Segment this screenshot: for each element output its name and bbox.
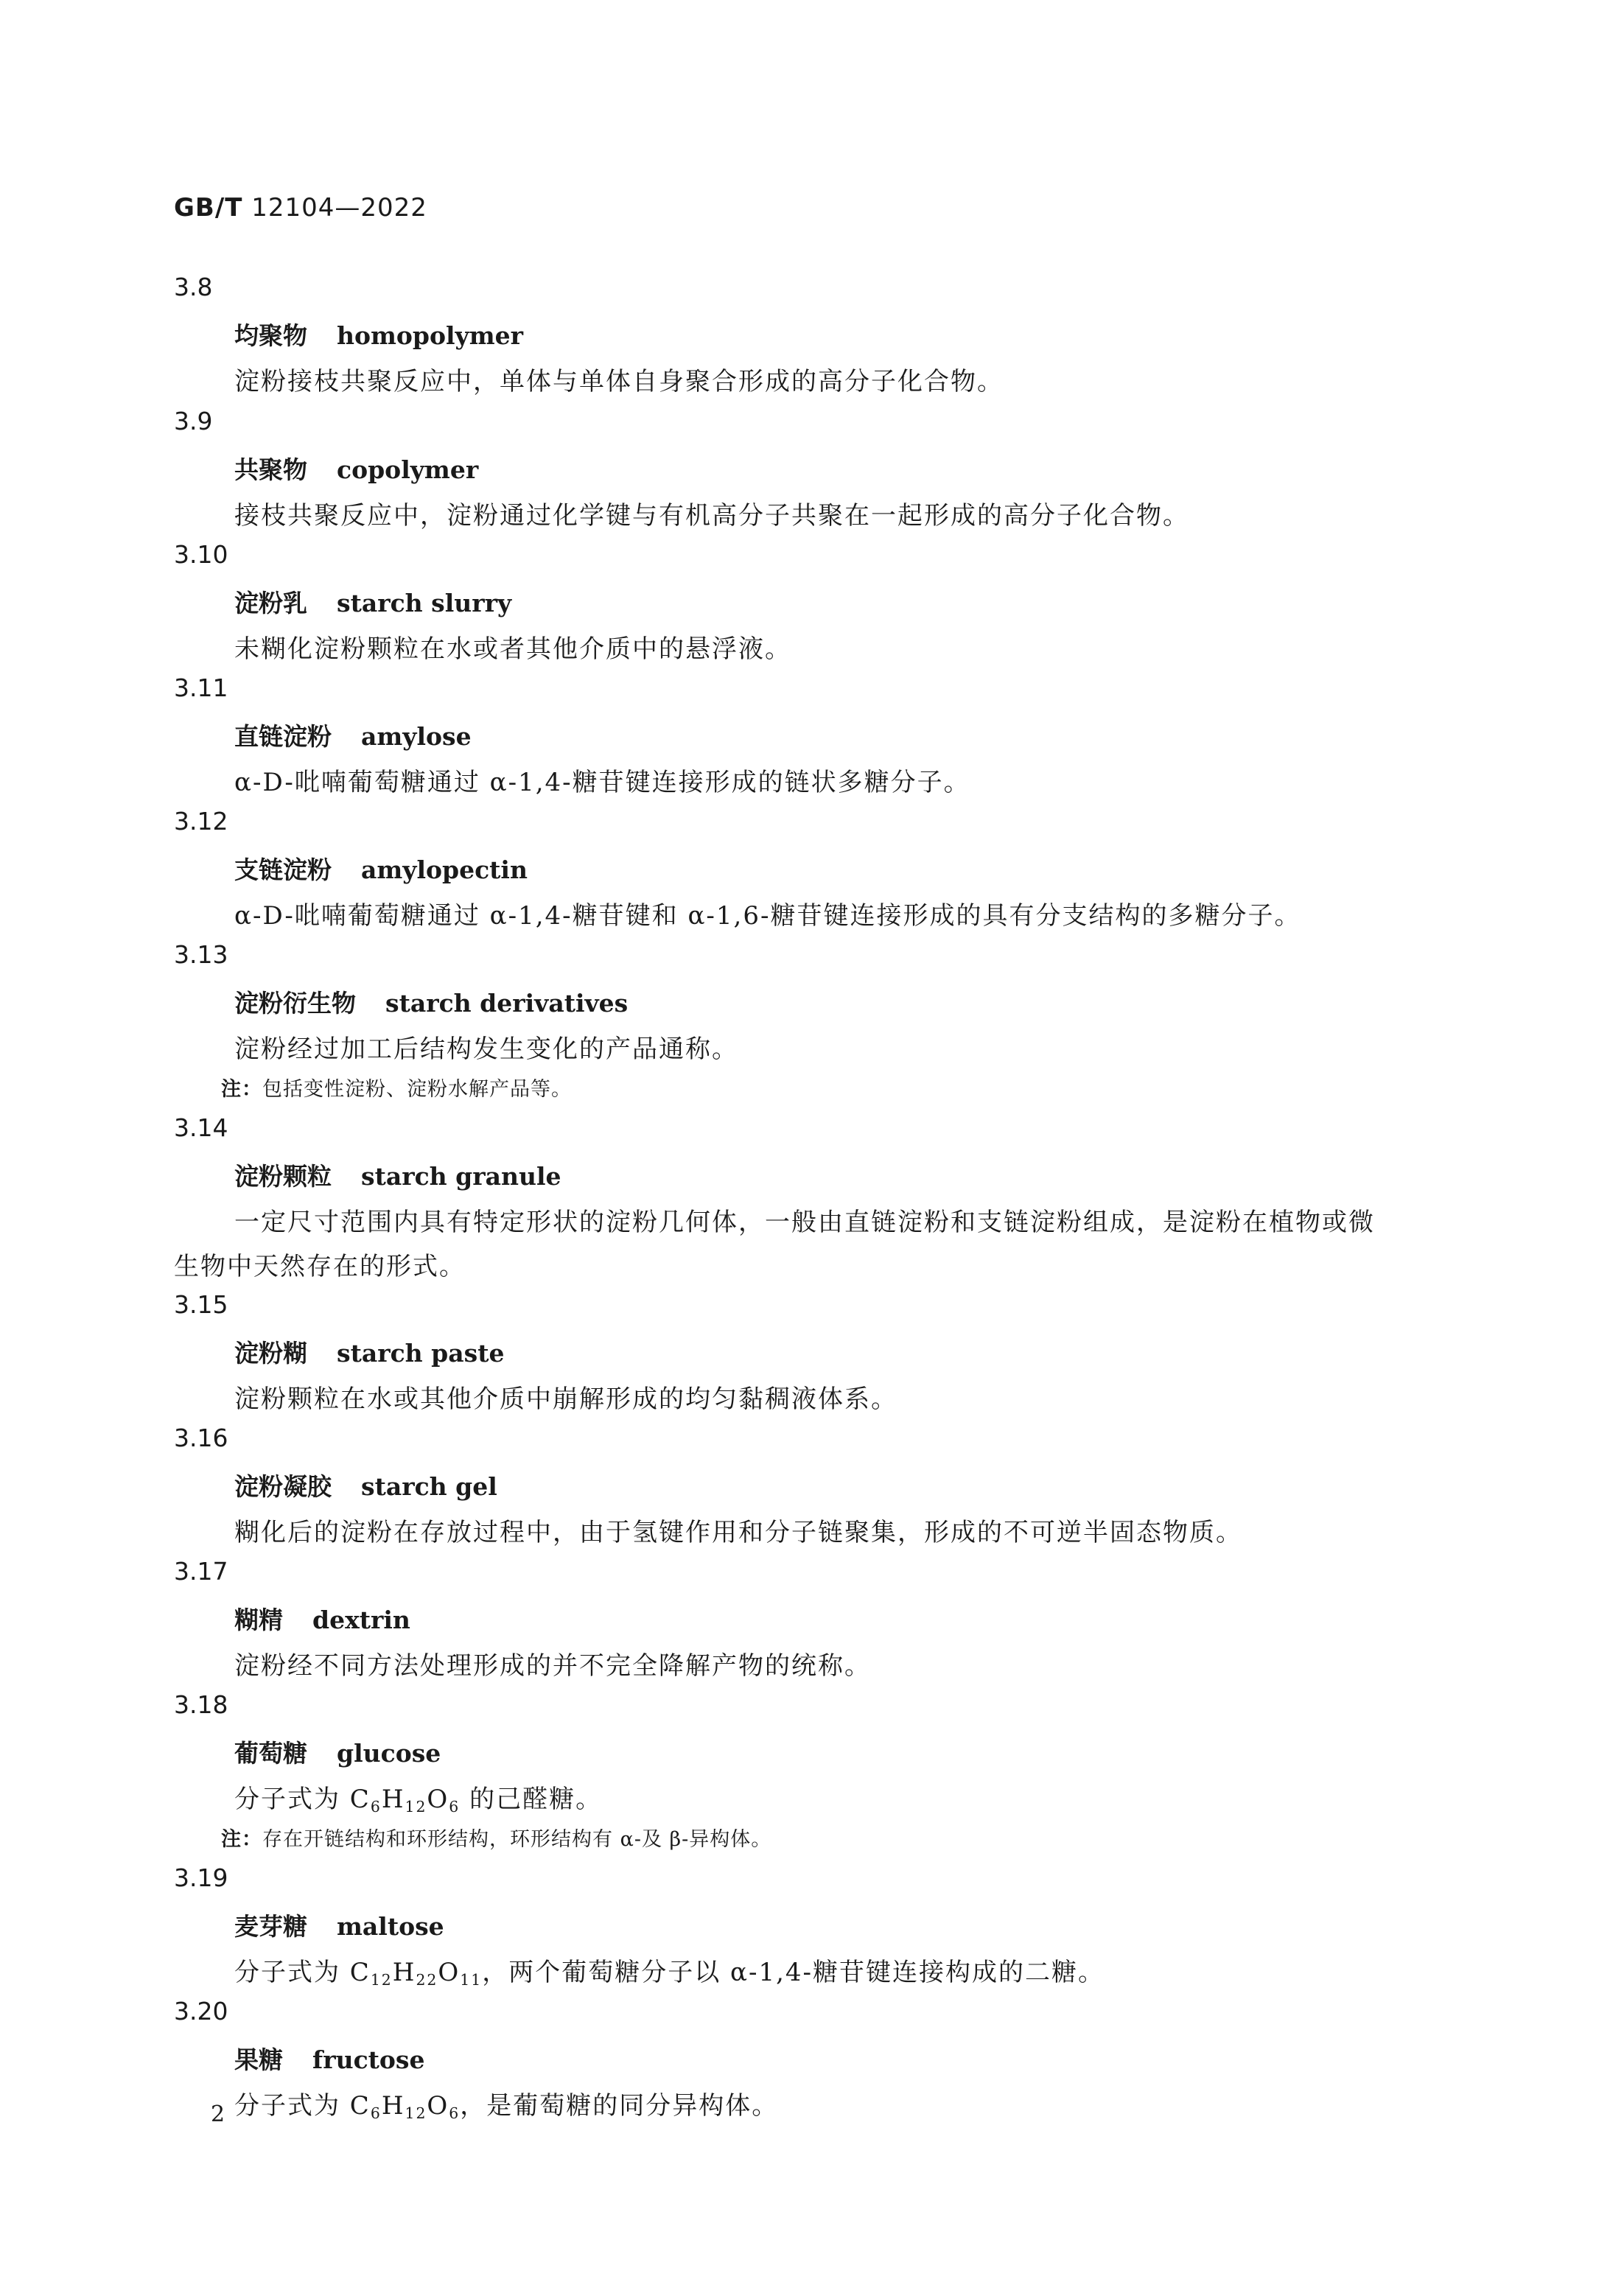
entry-definition: α-D-吡喃葡萄糖通过 α-1,4-糖苷键和 α-1,6-糖苷键连接形成的具有分支结构的多糖分子。: [234, 901, 1301, 931]
formula-prefix: 分子式为 C: [234, 1785, 371, 1814]
formula-element: O: [427, 1785, 449, 1814]
entry-number: 3.10: [174, 540, 228, 569]
formula-subscript: 6: [370, 2104, 382, 2122]
formula-subscript: 12: [405, 1798, 427, 1816]
term-en: starch paste: [337, 1339, 505, 1368]
entry-number: 3.15: [174, 1290, 228, 1319]
term-en: glucose: [337, 1739, 441, 1768]
formula-prefix: 分子式为 C: [234, 1958, 371, 1987]
entry-number: 3.12: [174, 807, 228, 836]
term-zh: 葡萄糖: [234, 1739, 307, 1768]
page-number: 2: [211, 2101, 225, 2127]
entry-definition: [234, 2085, 778, 2122]
entry-definition: [234, 1779, 602, 1816]
formula-subscript: 6: [449, 2104, 461, 2122]
term-en: amylopectin: [361, 855, 528, 884]
entry-definition: [234, 1952, 1105, 1989]
term-zh: 直链淀粉: [234, 722, 332, 751]
entry-term: [234, 2041, 425, 2076]
entry-term: [234, 984, 628, 1019]
entry-term: [234, 851, 528, 886]
term-en: fructose: [312, 2045, 425, 2074]
term-zh: 淀粉凝胶: [234, 1472, 332, 1501]
term-en: homopolymer: [337, 321, 524, 350]
entry-definition: 淀粉接枝共聚反应中，单体与单体自身聚合形成的高分子化合物。: [234, 367, 1004, 396]
formula-subscript: 11: [460, 1971, 483, 1989]
formula-element: H: [381, 2091, 405, 2121]
term-en: starch granule: [361, 1162, 561, 1191]
term-zh: 淀粉颗粒: [234, 1162, 332, 1191]
term-zh: 支链淀粉: [234, 855, 332, 884]
entry-number: 3.11: [174, 673, 228, 702]
formula-subscript: 22: [416, 1971, 438, 1989]
term-zh: 果糖: [234, 2045, 283, 2074]
formula-suffix: ，两个葡萄糖分子以 α-1,4-糖苷键连接构成的二糖。: [482, 1958, 1105, 1987]
term-zh: 共聚物: [234, 455, 307, 484]
entry-term: [234, 584, 511, 619]
formula-suffix: 的己醛糖。: [460, 1785, 603, 1814]
entry-note: [221, 1073, 572, 1102]
entry-number: 3.16: [174, 1424, 228, 1452]
entry-number: 3.9: [174, 407, 213, 435]
note-text: 存在开链结构和环形结构，环形结构有 α-及 β-异构体。: [262, 1828, 772, 1851]
entry-number: 3.14: [174, 1113, 228, 1142]
entry-term: [234, 1601, 410, 1636]
term-zh: 淀粉衍生物: [234, 989, 356, 1018]
entry-term: [234, 317, 523, 351]
entry-number: 3.20: [174, 1997, 228, 2026]
standard-header: [174, 193, 427, 223]
entry-definition-continued: 生物中天然存在的形式。: [174, 1252, 466, 1281]
entry-definition: 淀粉经过加工后结构发生变化的产品通称。: [234, 1035, 738, 1064]
term-zh: 淀粉乳: [234, 589, 307, 617]
entry-number: 3.13: [174, 940, 228, 969]
term-en: starch gel: [361, 1472, 497, 1501]
formula-element: O: [438, 1958, 461, 1987]
note-label: 注：: [221, 1078, 262, 1101]
term-zh: 均聚物: [234, 321, 307, 350]
entry-definition: α-D-吡喃葡萄糖通过 α-1,4-糖苷键连接形成的链状多糖分子。: [234, 768, 970, 797]
entry-definition: 淀粉颗粒在水或其他介质中崩解形成的均匀黏稠液体系。: [234, 1384, 897, 1414]
term-en: starch derivatives: [385, 989, 629, 1018]
term-en: starch slurry: [337, 589, 512, 617]
term-zh: 糊精: [234, 1606, 283, 1634]
formula-subscript: 6: [370, 1798, 382, 1816]
term-zh: 麦芽糖: [234, 1912, 307, 1941]
formula-suffix: ，是葡萄糖的同分异构体。: [460, 2091, 779, 2121]
formula-element: O: [427, 2091, 449, 2121]
formula-element: H: [381, 1785, 405, 1814]
entry-definition: 淀粉经不同方法处理形成的并不完全降解产物的统称。: [234, 1651, 871, 1681]
note-text: 包括变性淀粉、淀粉水解产品等。: [262, 1078, 572, 1101]
term-en: maltose: [337, 1912, 444, 1941]
entry-term: [234, 451, 478, 486]
formula-subscript: 12: [370, 1971, 393, 1989]
entry-note: [221, 1823, 771, 1852]
term-en: dextrin: [312, 1606, 410, 1634]
entry-term: [234, 1734, 441, 1769]
entry-number: 3.17: [174, 1557, 228, 1586]
entry-number: 3.19: [174, 1863, 228, 1892]
entry-term: [234, 1468, 497, 1502]
formula-subscript: 6: [449, 1798, 461, 1816]
standard-number: 12104—2022: [251, 193, 427, 223]
standard-code: GB/T: [174, 193, 243, 223]
entry-term: [234, 1158, 561, 1192]
entry-term: [234, 1334, 504, 1369]
formula-element: H: [392, 1958, 416, 1987]
entry-number: 3.18: [174, 1690, 228, 1719]
term-en: copolymer: [337, 455, 479, 484]
entry-term: [234, 1908, 444, 1942]
entry-term: [234, 718, 472, 752]
formula-prefix: 分子式为 C: [234, 2091, 371, 2121]
entry-definition: 未糊化淀粉颗粒在水或者其他介质中的悬浮液。: [234, 634, 791, 664]
formula-subscript: 12: [405, 2104, 427, 2122]
entry-number: 3.8: [174, 273, 213, 301]
note-label: 注：: [221, 1828, 262, 1851]
entry-definition: 糊化后的淀粉在存放过程中，由于氢键作用和分子链聚集，形成的不可逆半固态物质。: [234, 1518, 1242, 1547]
term-zh: 淀粉糊: [234, 1339, 307, 1368]
term-en: amylose: [361, 722, 472, 751]
entry-definition: 一定尺寸范围内具有特定形状的淀粉几何体，一般由直链淀粉和支链淀粉组成，是淀粉在植物或微: [234, 1208, 1375, 1237]
entry-definition: 接枝共聚反应中，淀粉通过化学键与有机高分子共聚在一起形成的高分子化合物。: [234, 501, 1189, 531]
